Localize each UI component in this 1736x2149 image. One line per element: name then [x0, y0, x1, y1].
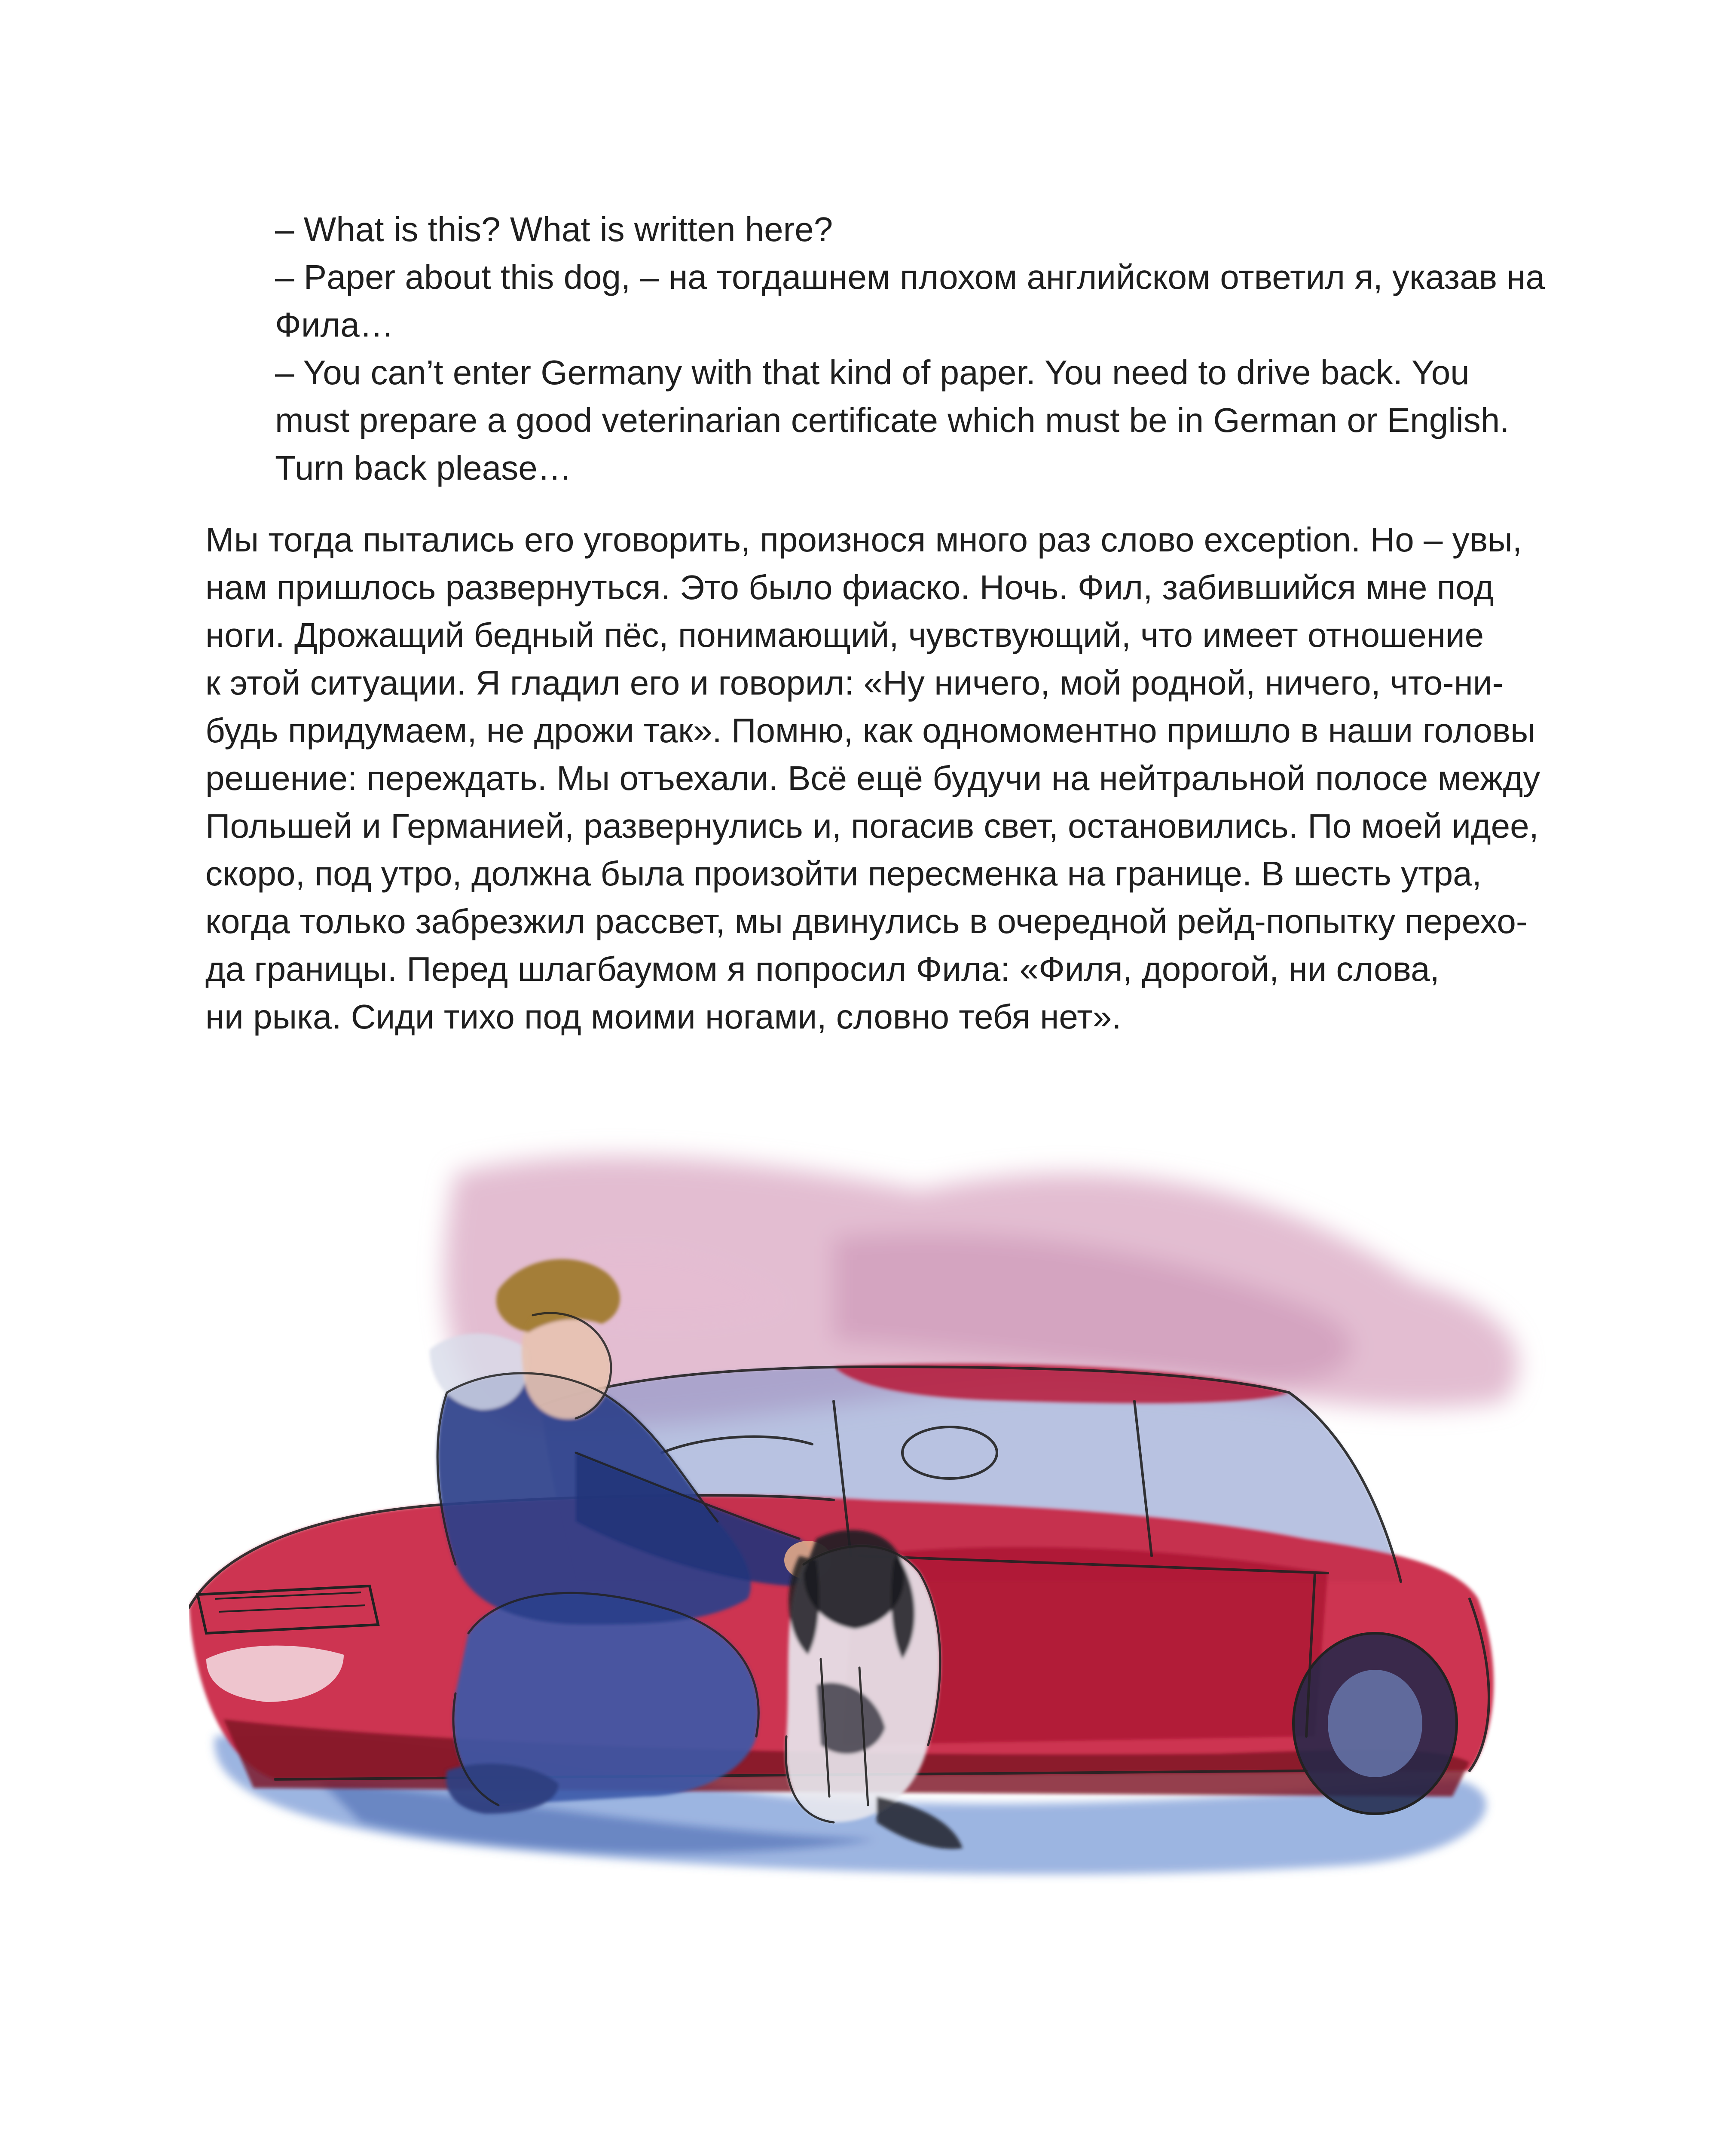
- paragraph-line: решение: переждать. Мы отъехали. Всё ещё будучи на нейтральной полосе между: [205, 759, 1540, 797]
- rear-wheel: [1293, 1633, 1457, 1814]
- narrative-paragraph: [205, 516, 1540, 1041]
- paragraph-line: к этой ситуации. Я гладил его и говорил: «Ну ничего, мой родной, ничего, что-ни-: [205, 664, 1504, 702]
- watercolor-illustration: [189, 1126, 1586, 1934]
- paragraph-line: нам пришлось развернуться. Это было фиаско. Ночь. Фил, забившийся мне под: [205, 568, 1494, 606]
- paragraph-line: скоро, под утро, должна была произойти пересменка на границе. В шесть утра,: [205, 854, 1482, 893]
- dialogue-line: – You can’t enter Germany with that kind of paper. You need to drive back. You: [275, 353, 1470, 392]
- illustration-svg: [189, 1126, 1586, 1934]
- paragraph-line: ни рыка. Сиди тихо под моими ногами, словно тебя нет».: [205, 998, 1122, 1036]
- dialogue-line: Turn back please…: [275, 449, 572, 487]
- dialogue-line: – Paper about this dog, – на тогдашнем плохом английском ответил я, указав на: [275, 258, 1545, 296]
- dialogue-line: – What is this? What is written here?: [275, 210, 833, 248]
- paragraph-line: когда только забрезжил рассвет, мы двинулись в очередной рейд-попытку перехо-: [205, 902, 1528, 940]
- dialogue-line: must prepare a good veterinarian certificate which must be in German or English.: [275, 401, 1510, 439]
- dialogue-block: [275, 205, 1564, 492]
- paragraph-line: Польшей и Германией, развернулись и, погасив свет, остановились. По моей идее,: [205, 807, 1539, 845]
- paragraph-line: Мы тогда пытались его уговорить, произнося много раз слово exception. Но – увы,: [205, 520, 1522, 559]
- paragraph-line: ноги. Дрожащий бедный пёс, понимающий, чувствующий, что имеет отношение: [205, 616, 1484, 654]
- dialogue-line: Фила…: [275, 306, 394, 344]
- paragraph-line: будь придумаем, не дрожи так». Помню, как одномоментно пришло в наши головы: [205, 711, 1535, 750]
- paragraph-line: да границы. Перед шлагбаумом я попросил Фила: «Филя, дорогой, ни слова,: [205, 950, 1440, 988]
